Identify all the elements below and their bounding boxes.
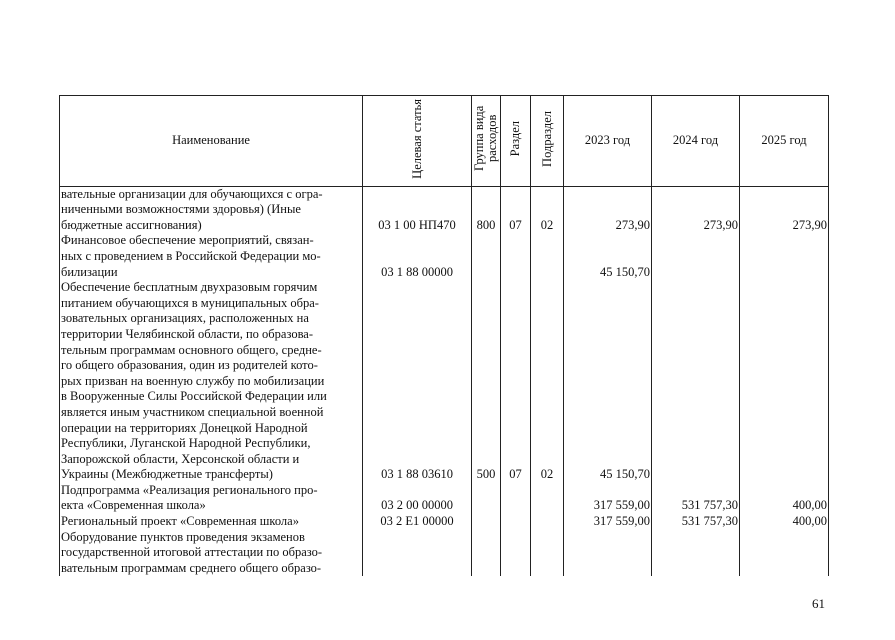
row-name-line: Республики, Луганской Народной Республики, bbox=[61, 436, 311, 451]
section-cell bbox=[501, 530, 531, 577]
value-2023-cell: 273,90 bbox=[564, 186, 652, 233]
row-name-cell bbox=[60, 280, 363, 483]
row-name-line: вательным программам среднего общего образо- bbox=[61, 560, 322, 575]
expense-group-cell bbox=[472, 514, 501, 530]
row-name-line: рых призван на военную службу по мобилизации bbox=[61, 373, 325, 388]
expense-group-cell bbox=[472, 233, 501, 280]
expense-group-cell: 800 bbox=[472, 186, 501, 233]
row-name-cell bbox=[60, 530, 363, 577]
value-2023-cell: 317 559,00 bbox=[564, 483, 652, 514]
row-name-cell bbox=[60, 514, 363, 530]
row-name-line: территории Челябинской области, по образова- bbox=[61, 326, 314, 341]
row-name-line: ниченными возможностями здоровья) (Иные bbox=[61, 202, 301, 217]
expense-group-cell bbox=[472, 483, 501, 514]
row-name-cell bbox=[60, 186, 363, 233]
target-article-cell: 03 2 00 00000 bbox=[363, 483, 472, 514]
table-row bbox=[60, 514, 829, 530]
section-cell: 07 bbox=[501, 280, 531, 483]
row-name-line: является иным участником специальной военной bbox=[61, 404, 324, 419]
value-2023-cell bbox=[564, 530, 652, 577]
table-header-row bbox=[60, 96, 829, 187]
target-article-cell: 03 1 88 03610 bbox=[363, 280, 472, 483]
section-cell: 07 bbox=[501, 186, 531, 233]
table-row bbox=[60, 280, 829, 483]
row-name-line: Украины (Межбюджетные трансферты) bbox=[61, 467, 273, 482]
expense-group-cell: 500 bbox=[472, 280, 501, 483]
expense-group-cell bbox=[472, 530, 501, 577]
target-article-cell bbox=[363, 530, 472, 577]
page-number: 61 bbox=[812, 596, 825, 611]
subsection-cell bbox=[531, 514, 564, 530]
value-2024-cell: 531 757,30 bbox=[652, 514, 740, 530]
row-name-line: Запорожской области, Херсонской области и bbox=[61, 451, 300, 466]
row-name-line: зовательных организациях, расположенных на bbox=[61, 311, 309, 326]
budget-table bbox=[59, 95, 829, 576]
value-2025-cell bbox=[740, 280, 829, 483]
table-row bbox=[60, 186, 829, 233]
subsection-cell: 02 bbox=[531, 186, 564, 233]
target-article-cell: 03 1 88 00000 bbox=[363, 233, 472, 280]
header-expense-group: Группа вида расходов bbox=[472, 96, 501, 187]
value-2023-cell: 317 559,00 bbox=[564, 514, 652, 530]
section-cell bbox=[501, 233, 531, 280]
subsection-cell: 02 bbox=[531, 280, 564, 483]
header-target-article: Целевая статья bbox=[363, 96, 472, 187]
row-name-line: Финансовое обеспечение мероприятий, связан- bbox=[61, 233, 314, 248]
row-name-line: Оборудование пунктов проведения экзаменов bbox=[61, 529, 305, 544]
subsection-cell bbox=[531, 530, 564, 577]
row-name-cell bbox=[60, 483, 363, 514]
target-article-cell: 03 1 00 НП470 bbox=[363, 186, 472, 233]
row-name-line: екта «Современная школа» bbox=[61, 498, 206, 513]
value-2025-cell: 400,00 bbox=[740, 483, 829, 514]
header-year-2025: 2025 год bbox=[740, 96, 829, 187]
value-2024-cell: 531 757,30 bbox=[652, 483, 740, 514]
value-2024-cell bbox=[652, 233, 740, 280]
table-row bbox=[60, 483, 829, 514]
row-name-line: Региональный проект «Современная школа» bbox=[61, 514, 299, 529]
row-name-line: тельным программам основного общего, средне- bbox=[61, 342, 322, 357]
section-cell bbox=[501, 514, 531, 530]
row-name-line: в Вооруженные Силы Российской Федерации или bbox=[61, 389, 327, 404]
row-name-line: вательные организации для обучающихся с огра- bbox=[61, 186, 323, 201]
row-name-line: Обеспечение бесплатным двухразовым горячим bbox=[61, 280, 318, 295]
row-name-line: питанием обучающихся в муниципальных обра- bbox=[61, 295, 319, 310]
row-name-line: бюджетные ассигнования) bbox=[61, 217, 202, 232]
table-row bbox=[60, 233, 829, 280]
row-name-cell bbox=[60, 233, 363, 280]
header-subsection: Подраздел bbox=[531, 96, 564, 187]
header-year-2024: 2024 год bbox=[652, 96, 740, 187]
section-cell bbox=[501, 483, 531, 514]
header-section: Раздел bbox=[501, 96, 531, 187]
table-row bbox=[60, 530, 829, 577]
value-2025-cell bbox=[740, 530, 829, 577]
subsection-cell bbox=[531, 233, 564, 280]
row-name-line: Подпрограмма «Реализация регионального про- bbox=[61, 482, 318, 497]
row-name-line: операции на территориях Донецкой Народной bbox=[61, 420, 308, 435]
header-name: Наименование bbox=[60, 96, 363, 187]
header-year-2023: 2023 год bbox=[564, 96, 652, 187]
value-2024-cell bbox=[652, 280, 740, 483]
value-2025-cell: 400,00 bbox=[740, 514, 829, 530]
row-name-line: ных с проведением в Российской Федерации мо- bbox=[61, 248, 321, 263]
value-2024-cell: 273,90 bbox=[652, 186, 740, 233]
value-2024-cell bbox=[652, 530, 740, 577]
row-name-line: билизации bbox=[61, 264, 118, 279]
row-name-line: государственной итоговой аттестации по образо- bbox=[61, 545, 323, 560]
row-name-line: го общего образования, один из родителей кото- bbox=[61, 358, 318, 373]
table-body bbox=[60, 186, 829, 576]
value-2025-cell bbox=[740, 233, 829, 280]
value-2025-cell: 273,90 bbox=[740, 186, 829, 233]
target-article-cell: 03 2 E1 00000 bbox=[363, 514, 472, 530]
subsection-cell bbox=[531, 483, 564, 514]
value-2023-cell: 45 150,70 bbox=[564, 280, 652, 483]
value-2023-cell: 45 150,70 bbox=[564, 233, 652, 280]
